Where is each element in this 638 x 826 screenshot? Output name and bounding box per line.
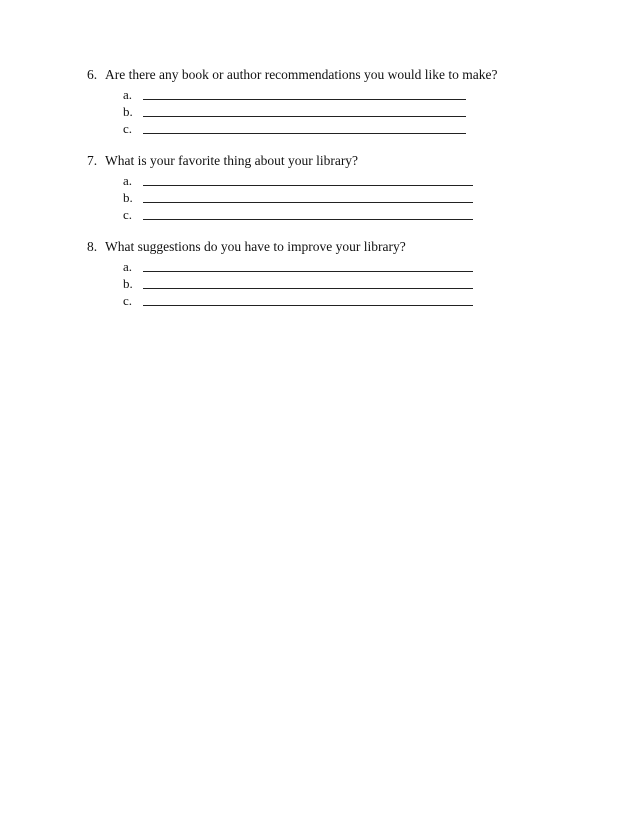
answer-letter: b. — [123, 276, 133, 291]
answer-blank-line[interactable] — [143, 104, 466, 117]
question-line — [87, 152, 607, 170]
answer-item — [123, 120, 607, 137]
question-number: 8. — [87, 239, 98, 254]
answer-blank-line[interactable] — [143, 293, 473, 306]
question-6 — [87, 66, 607, 137]
answer-item — [123, 206, 607, 223]
answer-list — [87, 86, 607, 137]
answer-item — [123, 275, 607, 292]
question-7 — [87, 152, 607, 223]
answer-item — [123, 103, 607, 120]
answer-item — [123, 189, 607, 206]
answer-letter: a. — [123, 259, 133, 274]
answer-blank-line[interactable] — [143, 259, 473, 272]
answer-letter: b. — [123, 190, 133, 205]
question-text: What is your favorite thing about your library? — [105, 153, 359, 168]
question-line — [87, 66, 607, 84]
answer-item — [123, 258, 607, 275]
answer-letter: c. — [123, 207, 133, 222]
answer-item — [123, 86, 607, 103]
answer-blank-line[interactable] — [143, 87, 466, 100]
answer-letter: c. — [123, 293, 133, 308]
answer-blank-line[interactable] — [143, 207, 473, 220]
answer-item — [123, 292, 607, 309]
answer-letter: a. — [123, 173, 133, 188]
answer-letter: a. — [123, 87, 133, 102]
answer-blank-line[interactable] — [143, 276, 473, 289]
question-text: What suggestions do you have to improve your library? — [105, 239, 406, 254]
question-number: 7. — [87, 153, 98, 168]
question-text: Are there any book or author recommendations you would like to make? — [105, 67, 498, 82]
answer-blank-line[interactable] — [143, 190, 473, 203]
answer-letter: c. — [123, 121, 133, 136]
question-line — [87, 238, 607, 256]
answer-list — [87, 258, 607, 309]
answer-blank-line[interactable] — [143, 121, 466, 134]
answer-letter: b. — [123, 104, 133, 119]
answer-blank-line[interactable] — [143, 173, 473, 186]
answer-list — [87, 172, 607, 223]
question-8 — [87, 238, 607, 309]
question-number: 6. — [87, 67, 98, 82]
answer-item — [123, 172, 607, 189]
